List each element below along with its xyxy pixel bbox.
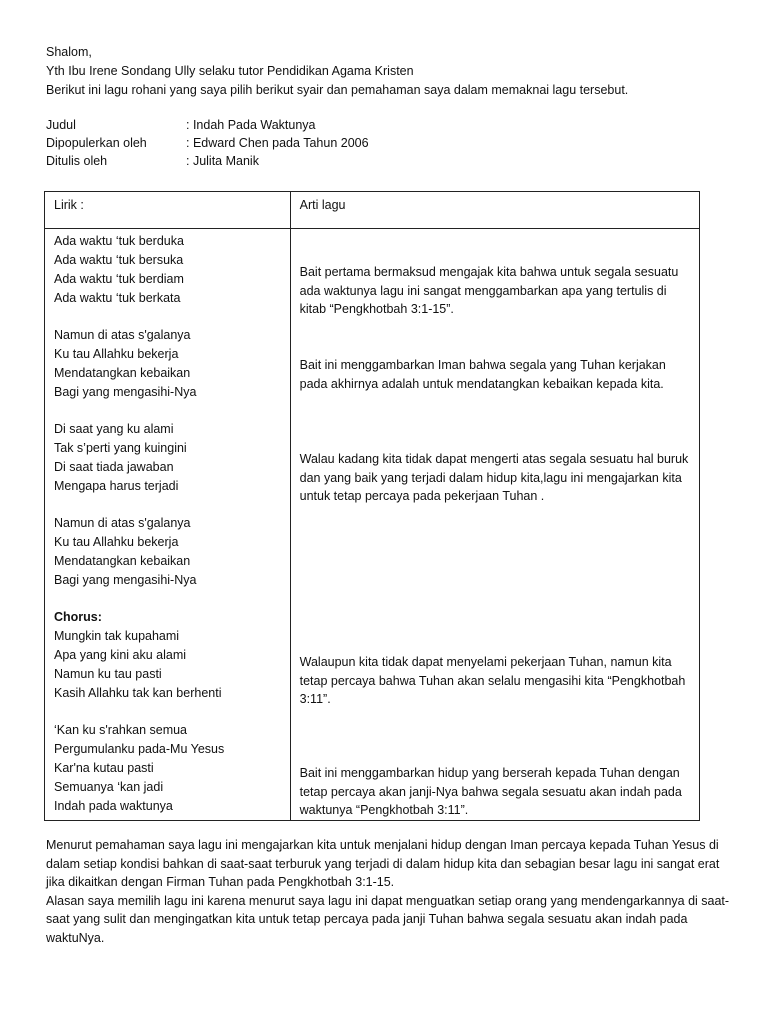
intro-line-1: Yth Ibu Irene Sondang Ully selaku tutor Pendidikan Agama Kristen <box>46 64 414 78</box>
lyric-line: Ku tau Allahku bekerja <box>54 535 179 549</box>
meaning-paragraph-3: Walau kadang kita tidak dapat mengerti atas segala sesuatu hal buruk dan yang baik yang terjadi dalam hidup kita,lagu ini mengajarkan kita untuk tetap percaya pada pekerjaan Tuhan . <box>299 452 689 503</box>
meta-label-title: Judul <box>46 118 76 132</box>
lyric-line: Tak s’perti yang kuingini <box>54 441 187 455</box>
table-header-row <box>45 192 700 229</box>
lyrics-cell <box>45 229 290 820</box>
meta-value-popularized: : Edward Chen pada Tahun 2006 <box>186 136 369 150</box>
lyric-line: Pergumulanku pada-Mu Yesus <box>54 742 225 756</box>
verse-4 <box>54 514 282 590</box>
meta-label-writer: Ditulis oleh <box>46 154 108 168</box>
lyric-line: Ada waktu ‘tuk berkata <box>54 291 181 305</box>
meta-label-popularized: Dipopulerkan oleh <box>46 136 147 150</box>
meaning-paragraph-5: Bait ini menggambarkan hidup yang berserah kepada Tuhan dengan tetap percaya akan janji-Nya bahwa segala sesuatu akan indah pada waktunya “Pengkhotbah 3:11”. <box>299 766 682 817</box>
header-meaning: Arti lagu <box>299 198 346 212</box>
meaning-paragraph-4: Walaupun kita tidak dapat menyelami pekerjaan Tuhan, namun kita tetap percaya bahwa Tuhan akan selalu mengasihi kita “Pengkhotbah 3:11”. <box>299 655 686 706</box>
lyric-line: Mungkin tak kupahami <box>54 629 180 643</box>
lyric-line: Indah pada waktunya <box>54 799 173 813</box>
table-body-row <box>45 229 700 821</box>
meta-value-title: : Indah Pada Waktunya <box>186 118 316 132</box>
letter-header <box>46 43 736 170</box>
lyric-line: Mengapa harus terjadi <box>54 479 179 493</box>
lyric-line: Di saat yang ku alami <box>54 422 174 436</box>
lyric-line: ‘Kan ku s'rahkan semua <box>54 723 188 737</box>
lyric-line: Mendatangkan kebaikan <box>54 554 191 568</box>
song-metadata <box>46 116 736 170</box>
lyric-line: Namun di atas s'galanya <box>54 328 191 342</box>
lyric-line: Bagi yang mengasihi-Nya <box>54 385 197 399</box>
lyric-line: Kasih Allahku tak kan berhenti <box>54 686 222 700</box>
lyric-line: Ada waktu ‘tuk bersuka <box>54 253 184 267</box>
closing-paragraph-1: Menurut pemahaman saya lagu ini mengajarkan kita untuk menjalani hidup dengan Iman percaya kepada Tuhan Yesus di dalam setiap kondisi bahkan di saat-saat terburuk yang terjadi di dalam hidup kita dan sebagian besar lagu ini sangat erat jika dikaitkan dengan Firman Tuhan pada Pengkhotbah 3:1-15. <box>46 838 720 889</box>
lyric-line: Semuanya ‘kan jadi <box>54 780 164 794</box>
chorus-heading: Chorus: <box>54 610 102 624</box>
meaning-paragraph-2: Bait ini menggambarkan Iman bahwa segala yang Tuhan kerjakan pada akhirnya adalah untuk mendatangkan kebaikan kepada kita. <box>299 358 666 391</box>
lyric-line: Di saat tiada jawaban <box>54 460 174 474</box>
lyric-line: Ada waktu ‘tuk berduka <box>54 234 184 248</box>
chorus <box>54 608 282 703</box>
lyric-line: Namun di atas s'galanya <box>54 516 191 530</box>
closing-paragraph-2: Alasan saya memilih lagu ini karena menurut saya lagu ini dapat menguatkan setiap orang yang mendengarkannya di saat-saat yang sulit dan mengingatkan kita untuk tetap percaya pada janji Tuhan bahwa segala sesuatu akan indah pada waktuNya. <box>46 893 730 945</box>
lyric-line: Bagi yang mengasihi-Nya <box>54 573 197 587</box>
meta-value-writer: : Julita Manik <box>186 154 259 168</box>
closing-text <box>46 836 736 947</box>
meaning-cell <box>291 229 699 820</box>
lyric-line: Ada waktu ‘tuk berdiam <box>54 272 184 286</box>
lyrics-table <box>44 191 700 821</box>
lyric-line: Ku tau Allahku bekerja <box>54 347 179 361</box>
verse-2 <box>54 326 282 402</box>
verse-6 <box>54 721 282 816</box>
verse-1 <box>54 232 282 308</box>
lyric-line: Namun ku tau pasti <box>54 667 162 681</box>
header-lyrics: Lirik : <box>54 198 84 212</box>
intro-line-2: Berikut ini lagu rohani yang saya pilih berikut syair dan pemahaman saya dalam memaknai lagu tersebut. <box>46 83 629 97</box>
verse-3 <box>54 420 282 496</box>
lyric-line: Kar'na kutau pasti <box>54 761 154 775</box>
lyric-line: Apa yang kini aku alami <box>54 648 187 662</box>
meaning-paragraph-1: Bait pertama bermaksud mengajak kita bahwa untuk segala sesuatu ada waktunya lagu ini sangat menggambarkan apa yang tertulis di kitab “Pengkhotbah 3:1-15”. <box>299 265 679 316</box>
lyric-line: Mendatangkan kebaikan <box>54 366 191 380</box>
greeting: Shalom, <box>46 45 92 59</box>
